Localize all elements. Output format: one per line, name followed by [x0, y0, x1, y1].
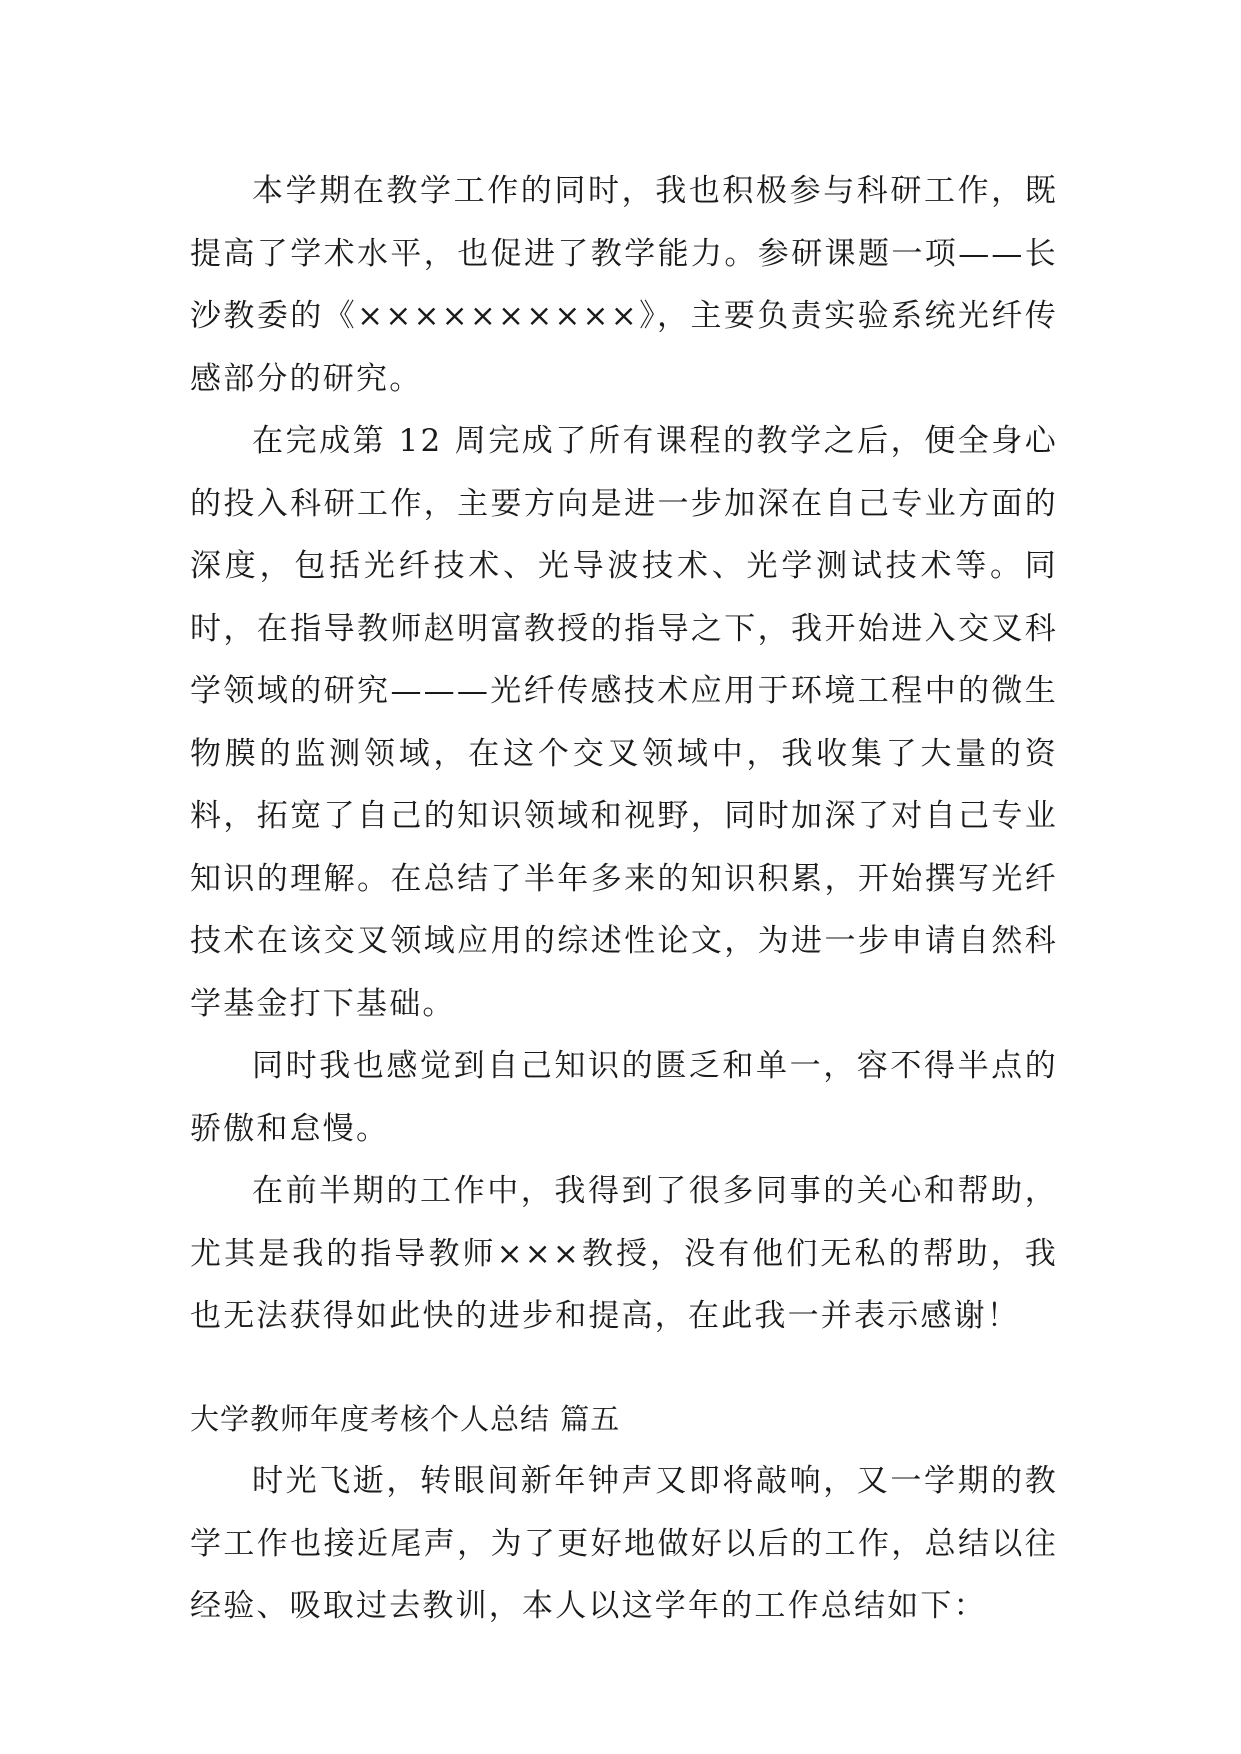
section-heading: 大学教师年度考核个人总结 篇五 — [190, 1401, 621, 1436]
paragraph-research-direction: 在完成第 12 周完成了所有课程的教学之后，便全身心的投入科研工作，主要方向是进一步加深在自己专业方面的深度，包括光纤技术、光导波技术、光学测试技术等。同时，在指导教师赵明富教授的指导之下，我开始进入交叉科学领域的研究———光纤传感技术应用于环境工程中的微生物膜的监测领域，在这个交叉领域中，我收集了大量的资料，拓宽了自己的知识领域和视野，同时加深了对自己专业知识的理解。在总结了半年多来的知识积累，开始撰写光纤技术在该交叉领域应用的综述性论文，为进一步申请自然科学基金打下基础。 — [190, 423, 1058, 1022]
paragraph-section-intro: 时光飞逝，转眼间新年钟声又即将敲响，又一学期的教学工作也接近尾声，为了更好地做好以后的工作，总结以往经验、吸取过去教训，本人以这学年的工作总结如下： — [190, 1463, 1058, 1624]
document-body — [190, 160, 1058, 1638]
paragraph-research-project: 本学期在教学工作的同时，我也积极参与科研工作，既提高了学术水平，也促进了教学能力。参研课题一项——长沙教委的《××××××××××》，主要负责实验系统光纤传感部分的研究。 — [190, 173, 1058, 397]
paragraph-acknowledgement: 在前半期的工作中，我得到了很多同事的关心和帮助，尤其是我的指导教师×××教授，没有他们无私的帮助，我也无法获得如此快的进步和提高，在此我一并表示感谢！ — [190, 1173, 1058, 1334]
paragraph-self-reflection: 同时我也感觉到自己知识的匮乏和单一，容不得半点的骄傲和怠慢。 — [190, 1048, 1058, 1147]
